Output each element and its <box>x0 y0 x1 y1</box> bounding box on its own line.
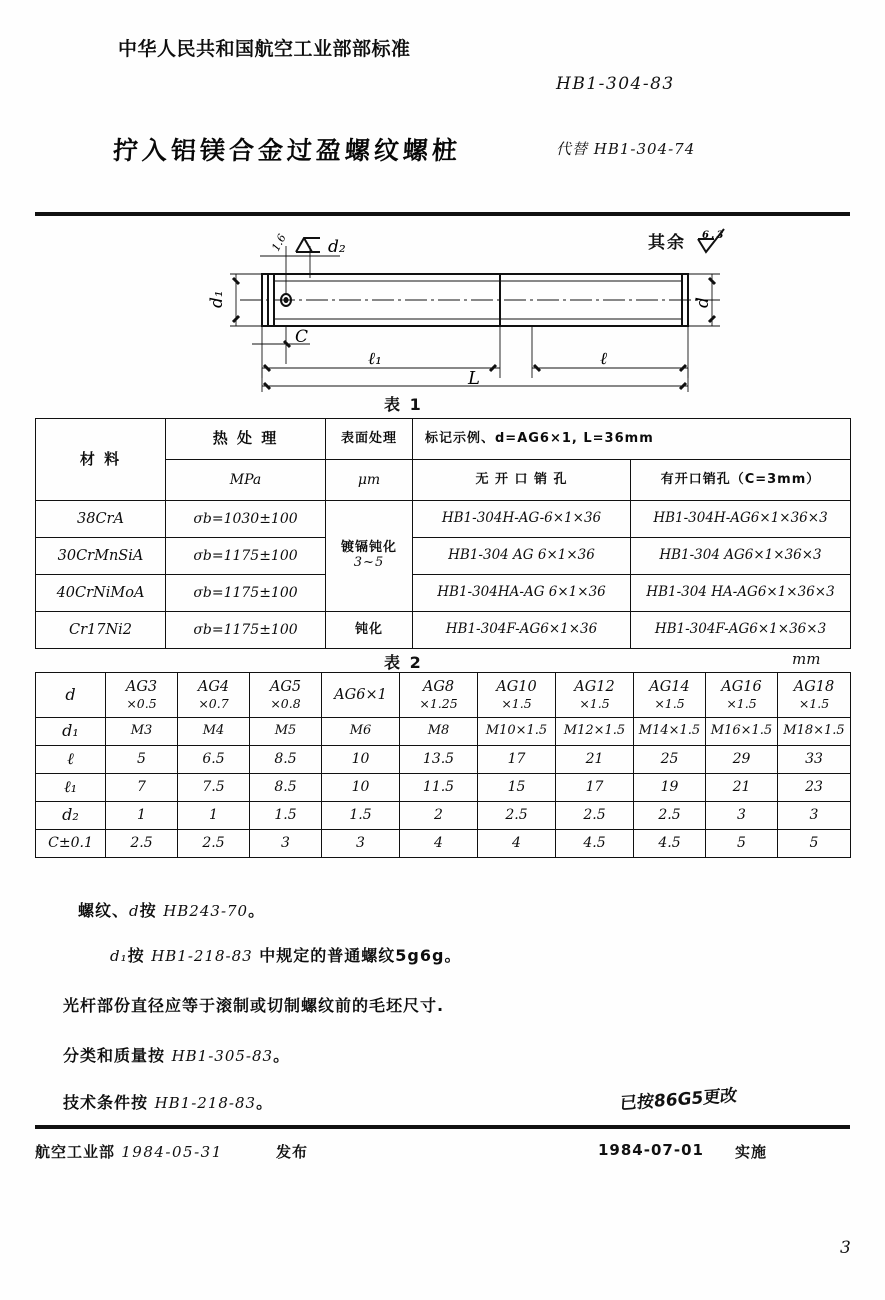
cell-heat-treatment: σb=1030±100 <box>166 501 326 538</box>
thread-name: AG16 <box>721 679 762 696</box>
table-2-dimensions <box>35 672 851 858</box>
note-cjk-b: 按 <box>127 946 152 965</box>
th-d: d <box>36 673 106 718</box>
table1-caption: 表 1 <box>384 395 423 414</box>
note-cjk-c: 。 <box>256 1093 274 1112</box>
table-row-c <box>36 830 851 858</box>
thread-name: AG10 <box>496 679 537 696</box>
rowlabel-d1: d₁ <box>36 718 106 746</box>
cell-c: 2.5 <box>106 830 178 858</box>
thread-pitch: ×1.5 <box>501 696 532 712</box>
cell-d2: 2.5 <box>556 802 634 830</box>
table-row-d1 <box>36 718 851 746</box>
roughness-symbol-local <box>296 238 320 252</box>
th-marking-example: 标记示例、d=AG6×1, L=36mm <box>413 419 851 460</box>
cell-d1: M10×1.5 <box>478 718 556 746</box>
note-lat-b: HB1-218-83 <box>151 947 253 965</box>
cell-l1: 15 <box>478 774 556 802</box>
table2-header-row <box>36 673 851 718</box>
page-number: 3 <box>840 1238 851 1258</box>
cell-heat-treatment: σb=1175±100 <box>166 575 326 612</box>
cell-surface-treatment-cad <box>326 501 413 612</box>
note-cjk-a: 螺纹、 <box>78 901 130 920</box>
thread-name: AG14 <box>649 679 690 696</box>
table-row <box>36 538 851 575</box>
th-size-ag3 <box>106 673 178 718</box>
table-row-l1 <box>36 774 851 802</box>
note-thread-spec <box>78 898 265 921</box>
cell-mark-no-hole: HB1-304 AG 6×1×36 <box>413 538 631 575</box>
misc-roughness-text: 其余 <box>648 233 686 253</box>
svg-text:6.3: 6.3 <box>701 230 726 241</box>
cell-l: 10 <box>322 746 400 774</box>
cell-l: 8.5 <box>250 746 322 774</box>
th-size-ag5 <box>250 673 322 718</box>
cell-d1: M18×1.5 <box>778 718 851 746</box>
th-no-cotter-hole: 无 开 口 销 孔 <box>413 460 631 501</box>
note-cjk-a: 技术条件按 <box>63 1093 155 1112</box>
th-heat-treatment: 热 处 理 <box>166 419 326 460</box>
cell-l1: 21 <box>706 774 778 802</box>
cell-l1: 11.5 <box>400 774 478 802</box>
cell-d2: 2 <box>400 802 478 830</box>
cell-l1: 19 <box>634 774 706 802</box>
footer-effective-label: 实施 <box>735 1143 768 1161</box>
local-roughness-value: 1.6 <box>269 231 289 254</box>
footer-publish-label: 发布 <box>276 1143 309 1161</box>
note-technical-conditions <box>63 1090 273 1113</box>
cell-d2: 3 <box>778 802 851 830</box>
rowlabel-d2: d₂ <box>36 802 106 830</box>
thread-pitch: ×1.5 <box>579 696 610 712</box>
cell-c: 4 <box>478 830 556 858</box>
cell-d1: M14×1.5 <box>634 718 706 746</box>
label-C: C <box>295 327 309 347</box>
thread-name: AG18 <box>793 679 835 696</box>
cell-l: 25 <box>634 746 706 774</box>
cell-d2: 3 <box>706 802 778 830</box>
surface-treatment-thickness: 3~5 <box>353 555 385 570</box>
note-lat-b: HB243-70 <box>163 902 249 920</box>
cell-d1: M8 <box>400 718 478 746</box>
th-material: 材 料 <box>36 419 166 501</box>
cell-d2: 1.5 <box>322 802 400 830</box>
stud-technical-drawing <box>200 216 810 396</box>
thread-name: AG6×1 <box>334 686 387 703</box>
footer-divider <box>35 1125 850 1129</box>
cell-l: 29 <box>706 746 778 774</box>
label-L: L <box>468 368 480 389</box>
table-1-materials <box>35 418 851 649</box>
note-cjk-c: 。 <box>248 901 266 920</box>
cell-l1: 17 <box>556 774 634 802</box>
footer-issue-date: 1984-05-31 <box>121 1143 223 1161</box>
note-lat-a: d₁ <box>110 947 128 965</box>
table-row-l <box>36 746 851 774</box>
cell-l: 21 <box>556 746 634 774</box>
cell-d1: M16×1.5 <box>706 718 778 746</box>
thread-pitch: ×1.5 <box>654 696 685 712</box>
cell-l1: 8.5 <box>250 774 322 802</box>
cell-material: 30CrMnSiA <box>36 538 166 575</box>
cell-l: 33 <box>778 746 851 774</box>
cell-l: 6.5 <box>178 746 250 774</box>
cell-l1: 7 <box>106 774 178 802</box>
rowlabel-c: C±0.1 <box>36 830 106 858</box>
cell-mark-with-hole: HB1-304F-AG6×1×36×3 <box>631 612 851 649</box>
thread-name: AG5 <box>269 679 302 696</box>
surface-treatment-name: 镀镉钝化 <box>340 540 397 556</box>
table-row-d2 <box>36 802 851 830</box>
table2-unit: mm <box>792 650 821 668</box>
th-with-cotter-hole: 有开口销孔（C=3mm） <box>631 460 851 501</box>
cell-c: 5 <box>706 830 778 858</box>
cell-c: 2.5 <box>178 830 250 858</box>
cell-mark-with-hole: HB1-304H-AG6×1×36×3 <box>631 501 851 538</box>
th-heat-treatment-unit: MPa <box>166 460 326 501</box>
thread-name: AG3 <box>125 679 158 696</box>
note-cjk-b: 按 <box>139 901 164 920</box>
note-cjk-a: 分类和质量按 <box>63 1046 172 1065</box>
cell-mark-no-hole: HB1-304F-AG6×1×36 <box>413 612 631 649</box>
table-row <box>36 501 851 538</box>
cell-l: 13.5 <box>400 746 478 774</box>
th-size-ag6 <box>322 673 400 718</box>
thread-pitch: ×1.5 <box>726 696 757 712</box>
cell-l: 5 <box>106 746 178 774</box>
cell-c: 3 <box>322 830 400 858</box>
rowlabel-l: ℓ <box>36 746 106 774</box>
note-lat-b: HB1-305-83 <box>171 1047 274 1065</box>
th-size-ag8 <box>400 673 478 718</box>
thread-name: AG8 <box>422 679 455 696</box>
cell-material: 38CrA <box>36 501 166 538</box>
cell-c: 5 <box>778 830 851 858</box>
footer-issuer-name: 航空工业部 <box>35 1143 116 1161</box>
note-lat-b: HB1-218-83 <box>154 1094 257 1112</box>
thread-name: AG4 <box>197 679 230 696</box>
cell-material: 40CrNiMoA <box>36 575 166 612</box>
th-surface-treatment-unit: μm <box>326 460 413 501</box>
cell-c: 4.5 <box>556 830 634 858</box>
label-l1: ℓ₁ <box>368 349 382 369</box>
cell-d2: 2.5 <box>634 802 706 830</box>
cell-l1: 10 <box>322 774 400 802</box>
cell-d2: 1.5 <box>250 802 322 830</box>
cell-d1: M6 <box>322 718 400 746</box>
cell-surface-treatment: 钝化 <box>326 612 413 649</box>
th-surface-treatment: 表面处理 <box>326 419 413 460</box>
thread-name: AG12 <box>574 679 615 696</box>
cell-mark-no-hole: HB1-304HA-AG 6×1×36 <box>413 575 631 612</box>
cell-mark-with-hole: HB1-304 HA-AG6×1×36×3 <box>631 575 851 612</box>
label-d2: d₂ <box>328 237 346 257</box>
table1-header-row <box>36 419 851 460</box>
cell-c: 4.5 <box>634 830 706 858</box>
table-row <box>36 612 851 649</box>
th-size-ag14 <box>634 673 706 718</box>
th-size-ag16 <box>706 673 778 718</box>
cell-d2: 2.5 <box>478 802 556 830</box>
footer-issuer <box>35 1141 223 1162</box>
cell-c: 3 <box>250 830 322 858</box>
table-row <box>36 575 851 612</box>
issuing-organization: 中华人民共和国航空工业部部标准 <box>118 38 411 60</box>
note-d1-spec <box>110 943 461 966</box>
label-l: ℓ <box>600 349 608 369</box>
cell-material: Cr17Ni2 <box>36 612 166 649</box>
cell-d1: M4 <box>178 718 250 746</box>
label-d: d <box>693 297 713 308</box>
label-d1: d₁ <box>207 290 227 308</box>
thread-pitch: ×1.25 <box>419 696 458 712</box>
cell-d1: M3 <box>106 718 178 746</box>
note-shank-diameter: 光杆部份直径应等于滚制或切制螺纹前的毛坯尺寸. <box>63 996 445 1015</box>
th-size-ag12 <box>556 673 634 718</box>
page-title: 拧入铝镁合金过盈螺纹螺桩 <box>112 136 462 165</box>
cell-d1: M5 <box>250 718 322 746</box>
thread-pitch: ×0.5 <box>126 696 157 712</box>
cell-l1: 7.5 <box>178 774 250 802</box>
rowlabel-l1: ℓ₁ <box>36 774 106 802</box>
thread-pitch: ×0.7 <box>198 696 229 712</box>
cell-heat-treatment: σb=1175±100 <box>166 612 326 649</box>
cell-l1: 23 <box>778 774 851 802</box>
th-size-ag4 <box>178 673 250 718</box>
cell-d1: M12×1.5 <box>556 718 634 746</box>
cell-heat-treatment: σb=1175±100 <box>166 538 326 575</box>
cell-c: 4 <box>400 830 478 858</box>
replaces-standard: 代替 HB1-304-74 <box>556 140 696 158</box>
thread-pitch: ×0.8 <box>270 696 301 712</box>
cell-d2: 1 <box>106 802 178 830</box>
table2-caption: 表 2 <box>384 653 423 672</box>
note-lat-a: d <box>129 902 140 920</box>
cell-mark-with-hole: HB1-304 AG6×1×36×3 <box>631 538 851 575</box>
cell-mark-no-hole: HB1-304H-AG-6×1×36 <box>413 501 631 538</box>
th-size-ag10 <box>478 673 556 718</box>
cell-d2: 1 <box>178 802 250 830</box>
handwritten-annotation: 已按86G5更改 <box>619 1085 738 1115</box>
th-size-ag18 <box>778 673 851 718</box>
note-cjk-c: 中规定的普通螺纹5g6g。 <box>252 946 462 965</box>
note-cjk-c: 。 <box>273 1046 291 1065</box>
footer-effective-date: 1984-07-01 <box>598 1141 704 1159</box>
thread-pitch: ×1.5 <box>798 696 830 712</box>
standard-number: HB1-304-83 <box>556 74 675 94</box>
cell-l: 17 <box>478 746 556 774</box>
note-classification-quality <box>63 1043 290 1066</box>
